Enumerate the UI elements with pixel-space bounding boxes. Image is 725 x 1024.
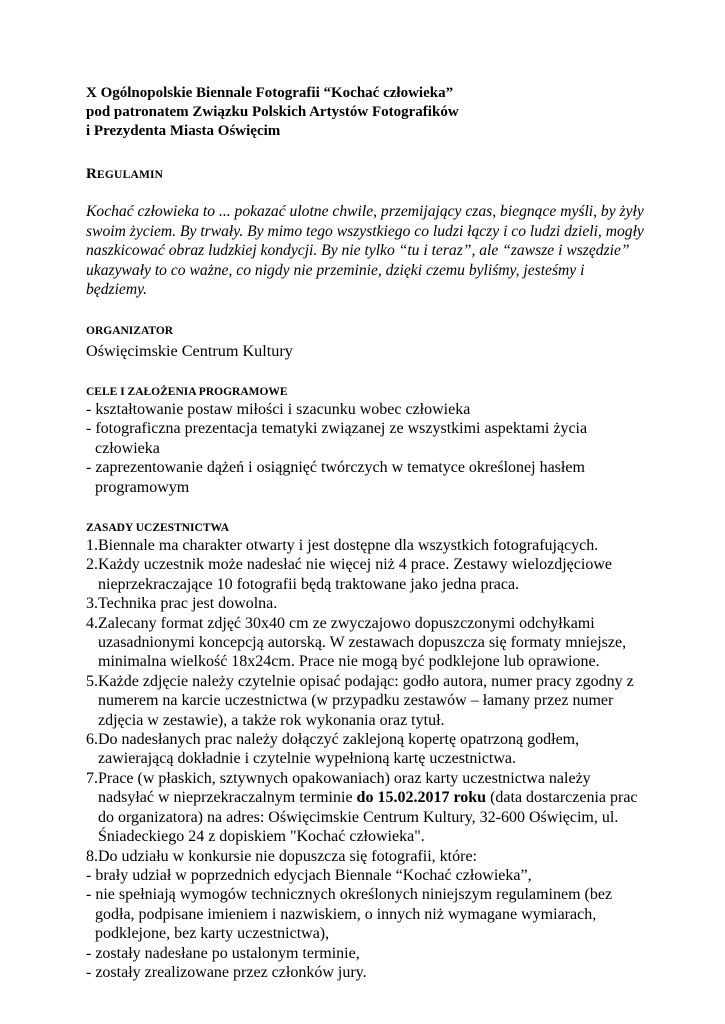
exclusion-item: - zostały zrealizowane przez członków jury. <box>86 963 367 981</box>
document-header <box>86 84 646 141</box>
zasady-heading: ZASADY UCZESTNICTWA <box>86 522 230 534</box>
rule-item-4: 4.Zalecany format zdjęć 30x40 cm ze zwyczajowo dopuszczonymi odchyłkami uzasadnionymi koncepcją autorską. W zestawach dopuszcza się formaty mniejsze, minimalna wielkość 18x24cm. Prace nie mogą być podklejone lub oprawione. <box>86 614 627 671</box>
exclusion-item: - brały udział w poprzednich edycjach Biennale “Kochać człowieka”, <box>86 866 532 884</box>
rule-item-3: 3.Technika prac jest dowolna. <box>86 595 278 613</box>
list-item: - zaprezentowanie dążeń i osiągnięć twórczych w tematyce określonej hasłem programowym <box>86 459 585 496</box>
cele-heading: CELE I ZAŁOŻENIA PROGRAMOWE <box>86 385 288 398</box>
header-line-2: pod patronatem Związku Polskich Artystów Fotografików <box>86 104 459 120</box>
rule-7-text-before: 7.Prace (w płaskich, sztywnych opakowaniach) oraz karty uczestnictwa należy nadsyłać w nieprzekraczalnym terminie <box>86 769 591 807</box>
rule-item-8: 8.Do udziału w konkursie nie dopuszcza się fotografii, które: <box>86 847 477 865</box>
cele-list <box>86 400 646 497</box>
list-item: - kształtowanie postaw miłości i szacunku wobec człowieka <box>86 400 471 418</box>
regulations-document <box>86 84 646 982</box>
regulamin-initial: R <box>86 166 98 182</box>
deadline-date: do 15.02.2017 roku <box>356 789 487 807</box>
regulamin-heading <box>86 165 646 184</box>
rule-item-7 <box>86 769 646 847</box>
list-item: - fotograficzna prezentacja tematyki związanej ze wszystkimi aspektami życia człowieka <box>86 420 588 457</box>
organizator-heading: ORGANIZATOR <box>86 324 174 337</box>
organizator-name: Oświęcimskie Centrum Kultury <box>86 341 293 360</box>
rule-item-1: 1.Biennale ma charakter otwarty i jest dostępne dla wszystkich fotografujących. <box>86 537 599 554</box>
exclusion-item: - zostały nadesłane po ustalonym terminie, <box>86 944 360 962</box>
rule-item-2: 2.Każdy uczestnik może nadesłać nie więcej niż 4 prace. Zestawy wielozdjęciowe nieprzekraczające 10 fotografii będą traktowane jako jedna praca. <box>86 556 612 593</box>
header-line-1: X Ogólnopolskie Biennale Fotografii “Kochać człowieka” <box>86 85 454 101</box>
regulamin-rest: EGULAMIN <box>97 169 164 181</box>
header-line-3: i Prezydenta Miasta Oświęcim <box>86 123 281 139</box>
rule-item-5: 5.Każde zdjęcie należy czytelnie opisać podając: godło autora, numer pracy zgodny z numerem na karcie uczestnictwa (w przypadku zestawów – łamany przez numer zdjęcia w zestawie), a także rok wykonania oraz tytuł. <box>86 672 634 729</box>
rule-item-6: 6.Do nadesłanych prac należy dołączyć zaklejoną kopertę opatrzoną godłem, zawierającą dokładnie i czytelnie wypełnioną kartę uczestnictwa. <box>86 731 580 768</box>
rule-7-text-after: (data dostarczenia prac do organizatora) na adres: Oświęcimskie Centrum Kultury, 32-600 Oświęcim, ul. Śniadeckiego 24 z dopiskiem "Kochać człowieka". <box>98 789 638 846</box>
zasady-list <box>86 536 646 982</box>
intro-paragraph: Kochać człowieka to ... pokazać ulotne chwile, przemijający czas, biegnące myśli, by żyły swoim życiem. By trwały. By mimo tego wszystkiego co ludzi łączy i co ludzi dzieli, mogły naszkicować obraz ludzkiej kondycji. By nie tylko “tu i teraz”, ale “zawsze i wszędzie” ukazywały to co ważne, co nigdy nie przeminie, dzięki czemu byliśmy, jesteśmy i będziemy. <box>86 203 644 299</box>
exclusion-item: - nie spełniają wymogów technicznych określonych niniejszym regulaminem (bez godła, podpisane imieniem i nazwiskiem, o innych niż wymagane wymiarach, podklejone, bez karty uczestnictwa), <box>86 886 613 943</box>
